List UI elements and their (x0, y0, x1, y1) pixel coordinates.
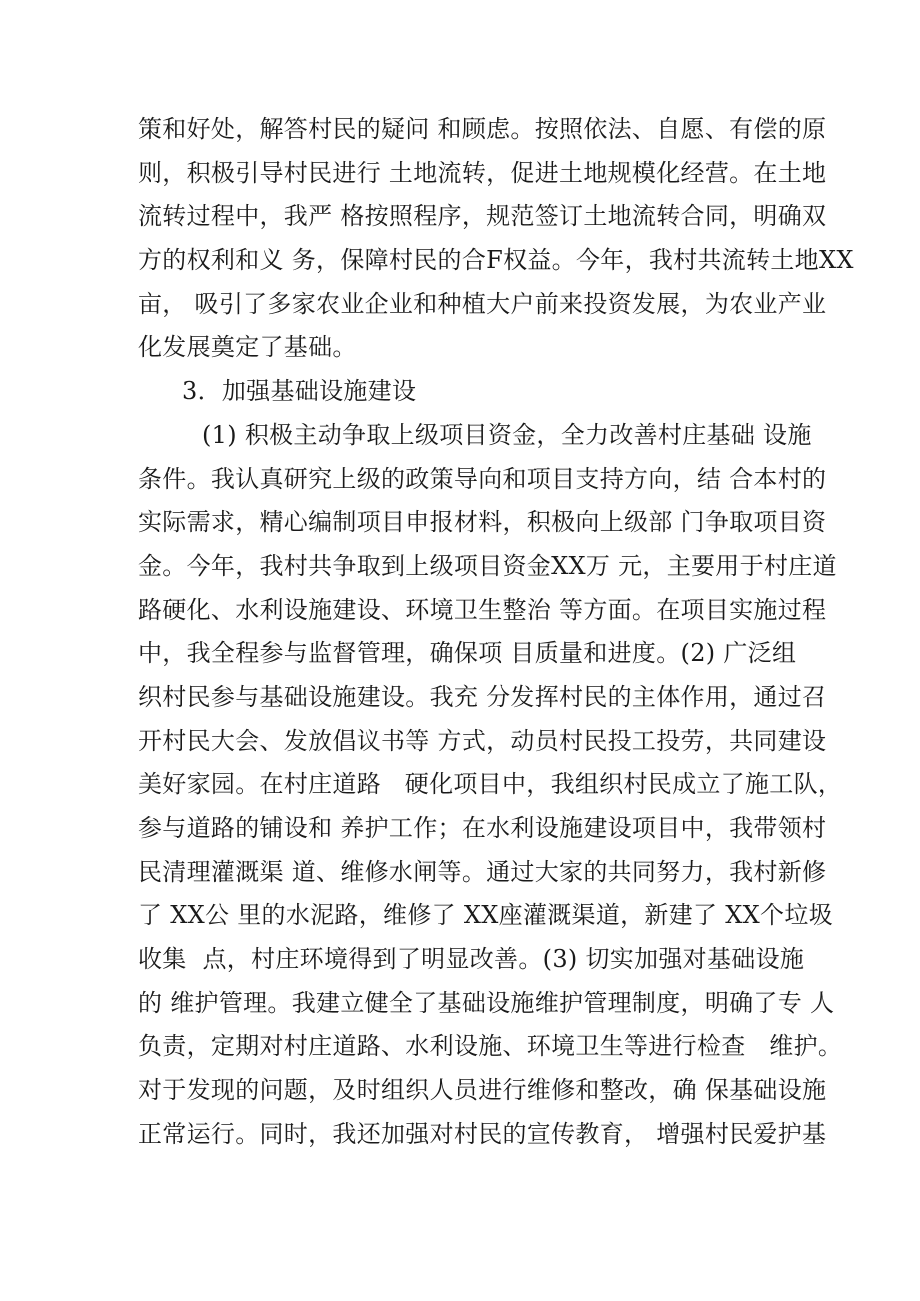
text-line: (1) 积极主动争取上级项目资金，全力改善村庄基础 设施 (202, 420, 812, 449)
text-line: 民清理灌溉渠 道、维修水闸等。通过大家的共同努力，我村新修 (138, 857, 827, 886)
text-line: 负责，定期对村庄道路、水利设施、环境卫生等进行检查 维护。 (138, 1032, 843, 1061)
text-line: 的 维护管理。我建立健全了基础设施维护管理制度，明确了专 人 (138, 988, 835, 1017)
text-line: 美好家园。在村庄道路 硬化项目中，我组织村民成立了施工队， (138, 770, 843, 799)
section-heading: 3．加强基础设施建设 (182, 377, 417, 406)
text-line: 中，我全程参与监督管理，确保项 目质量和进度。(2) 广泛组 (138, 639, 797, 668)
text-line: 对于发现的问题，及时组织人员进行维修和整改，确 保基础设施 (138, 1076, 827, 1105)
text-line: 金。今年，我村共争取到上级项目资金XX万 元，主要用于村庄道 (138, 551, 837, 580)
text-line: 化发展奠定了基础。 (138, 333, 357, 362)
text-line: 实际需求，精心编制项目申报材料，积极向上级部 门争取项目资 (138, 508, 827, 537)
text-line: 收集 点，村庄环境得到了明显改善。(3) 切实加强对基础设施 (138, 945, 805, 974)
text-line: 方的权利和义 务，保障村民的合F权益。今年，我村共流转土地XX (138, 246, 854, 275)
text-line: 路硬化、水利设施建设、环境卫生整治 等方面。在项目实施过程 (138, 595, 827, 624)
text-line: 参与道路的铺设和 养护工作；在水利设施建设项目中，我带领村 (138, 814, 827, 842)
text-line: 亩， 吸引了多家农业企业和种植大户前来投资发展，为农业产业 (138, 289, 827, 318)
body-text (138, 108, 854, 1157)
text-line: 正常运行。同时，我还加强对村民的宣传教育， 增强村民爱护基 (138, 1119, 827, 1148)
text-line: 了 XX公 里的水泥路，维修了 XX座灌溉渠道，新建了 XX个垃圾 (138, 901, 833, 930)
text-line: 策和好处，解答村民的疑问 和顾虑。按照依法、自愿、有偿的原 (138, 115, 827, 143)
text-line: 开村民大会、发放倡议书等 方式，动员村民投工投劳，共同建设 (138, 726, 827, 755)
text-line: 条件。我认真研究上级的政策导向和项目支持方向，结 合本村的 (138, 464, 827, 493)
text-line: 则，积极引导村民进行 土地流转，促进土地规模化经营。在土地 (138, 158, 827, 187)
text-line: 流转过程中，我严 格按照程序，规范签订土地流转合同，明确双 (138, 202, 827, 231)
text-line: 织村民参与基础设施建设。我充 分发挥村民的主体作用，通过召 (138, 682, 827, 711)
